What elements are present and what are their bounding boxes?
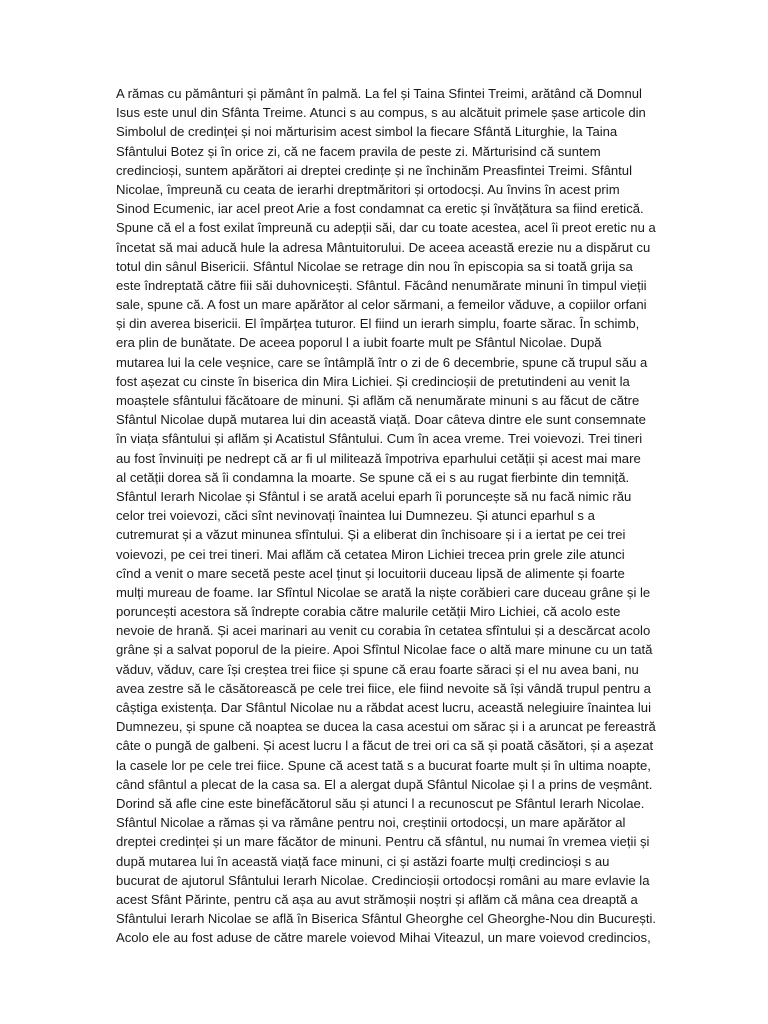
text-line: Sfântului Ierarh Nicolae se află în Biserica Sfântul Gheorghe cel Gheorghe-Nou din București. — [116, 911, 656, 927]
text-line: acest Sfânt Părinte, pentru că așa au avut strămoșii noștri și aflăm că mâna cea dreaptă a — [116, 891, 638, 907]
text-line: poruncești acestora să îndrepte corabia către malurile cetății Miro Lichiei, că acolo este — [116, 604, 621, 620]
text-line: mutarea lui la cele veșnice, care se întâmplă într o zi de 6 decembrie, spune că trupul său a — [116, 354, 648, 370]
text-line: bucurat de ajutorul Sfântului Ierarh Nicolae. Credincioșii ortodocși români au mare evlavie la — [116, 872, 650, 888]
text-line: Sfântului Botez și în orice zi, că ne facem pravila de peste zi. Mărturisind că suntem — [116, 143, 601, 159]
text-line: încetat să mai aducă hule la adresa Mântuitorului. De aceea această erezie nu a dispărut cu — [116, 239, 651, 255]
text-line: era plin de bunătate. De aceea poporul l a iubit foarte mult pe Sfântul Nicolae. După — [116, 335, 602, 351]
text-line: nevoie de hrană. Și acei marinari au venit cu corabia în cetatea sfîntului și a descărcat acolo — [116, 623, 651, 639]
text-line: cutremurat și a văzut minunea sfîntului. Și a eliberat din închisoare și i a iertat pe cei trei — [116, 527, 626, 543]
text-line: Sfântul Nicolae după mutarea lui din această viață. Doar câteva dintre ele sunt consemnate — [116, 412, 646, 428]
text-line: credincioși, suntem apărători ai dreptei credințe și ne închinăm Preasfintei Treimi. Sfântul — [116, 162, 632, 178]
text-line: au fost învinuiți pe nedrept că ar fi ul militează împotriva eparhului cetății și acest mai mare — [116, 450, 641, 466]
text-line: și din averea bisericii. El împărțea tuturor. El fiind un ierarh simplu, foarte sărac. În schimb, — [116, 316, 640, 332]
text-line: celor trei voievozi, căci sînt nevinovați înaintea lui Dumnezeu. Și atunci eparhul s a — [116, 508, 595, 524]
text-line: după mutarea lui în această viață face minuni, ci și astăzi foarte mulți credincioși s au — [116, 853, 610, 869]
text-line: când sfântul a plecat de la casa sa. El a alergat după Sfântul Nicolae și l a prins de veșmânt. — [116, 776, 653, 792]
text-line: Isus este unul din Sfânta Treime. Atunci s au compus, s au alcătuit primele șase articole din — [116, 105, 646, 121]
text-line: Dorind să afle cine este binefăcătorul său și atunci l a recunoscut pe Sfântul Ierarh Nicolae. — [116, 795, 645, 811]
text-line: cînd a venit o mare secetă peste acel ținut și locuitorii duceau lipsă de alimente și foarte — [116, 565, 625, 581]
text-line: Spune că el a fost exilat împreună cu adepții săi, dar cu toate acestea, acel îi preot eretic nu a — [116, 220, 656, 236]
text-line: în viața sfântului și aflăm și Acatistul Sfântului. Cum în acea vreme. Trei voievozi. Trei tineri — [116, 431, 643, 447]
text-line: voievozi, pe cei trei tineri. Mai aflăm că cetatea Miron Lichiei trecea prin grele zile atunci — [116, 546, 625, 562]
body-text — [116, 84, 656, 947]
text-line: grâne și a salvat poporul de la pieire. Apoi Sfîntul Nicolae face o altă mare minune cu un tată — [116, 642, 653, 658]
text-line: Nicolae, împreună cu ceata de ierarhi dreptmăritori și ortodocși. Au învins în acest prim — [116, 181, 620, 197]
text-line: Sinod Ecumenic, iar acel preot Arie a fost condamnat ca eretic și învățătura sa fiind eretică. — [116, 201, 644, 217]
text-line: Dumnezeu, și spune că noaptea se ducea la casa acestui om sărac și i a aruncat pe fereastră — [116, 719, 656, 735]
text-line: avea zestre să le căsătorească pe cele trei fiice, ele fiind nevoite să își vândă trupul pentru a — [116, 680, 651, 696]
text-line: Sfântul Nicolae a rămas și va rămâne pentru noi, creștinii ortodocși, un mare apărător al — [116, 815, 626, 831]
text-line: Simbolul de credinței și noi mărturisim acest simbol la fiecare Sfântă Liturghie, la Taina — [116, 124, 618, 140]
text-line: văduv, văduv, care își creștea trei fiice și spune că erau foarte săraci și el nu avea bani, nu — [116, 661, 639, 677]
text-line: câștiga existența. Dar Sfântul Nicolae nu a răbdat acest lucru, această nelegiuire înaintea lui — [116, 700, 651, 716]
text-line: totul din sânul Bisericii. Sfântul Nicolae se retrage din nou în episcopia sa si toată grija sa — [116, 258, 633, 274]
text-line: la casele lor pe cele trei fiice. Spune că acest tată s a bucurat foarte mult și în ultima noapte, — [116, 757, 651, 773]
text-line: dreptei credinței și un mare făcător de minuni. Pentru că sfântul, nu numai în vremea vieții și — [116, 834, 650, 850]
text-line: mulți mureau de foame. Iar Sfîntul Nicolae se arată la niște corăbieri care duceau grâne și le — [116, 584, 651, 600]
text-line: este îndreptată către fiii săi duhovnicești. Sfântul. Făcând nenumărate minuni în timpul vieții — [116, 277, 647, 293]
text-line: Acolo ele au fost aduse de către marele voievod Mihai Viteazul, un mare voievod credincios, — [116, 930, 651, 946]
text-line: sale, spune că. A fost un mare apărător al celor sărmani, a femeilor văduve, a copiilor orfani — [116, 297, 647, 313]
text-line: A rămas cu pământuri și pământ în palmă. La fel și Taina Sfintei Treimi, arătând că Domnul — [116, 86, 642, 101]
text-line: moaștele sfântului făcătoare de minuni. Și aflăm că nenumărate minuni s au făcut de către — [116, 393, 640, 409]
text-line: câte o pungă de galbeni. Și acest lucru l a făcut de trei ori ca să și poată căsători, și a așezat — [116, 738, 654, 754]
text-line: al cetății dorea să îi condamna la moarte. Se spune că ei s au rugat fierbinte din temniță. — [116, 469, 630, 485]
text-line: Sfântul Ierarh Nicolae și Sfântul i se arată acelui eparh îi poruncește să nu facă nimic rău — [116, 488, 632, 504]
text-line: fost așezat cu cinste în biserica din Mira Lichiei. Și credincioșii de pretutindeni au venit la — [116, 373, 630, 389]
